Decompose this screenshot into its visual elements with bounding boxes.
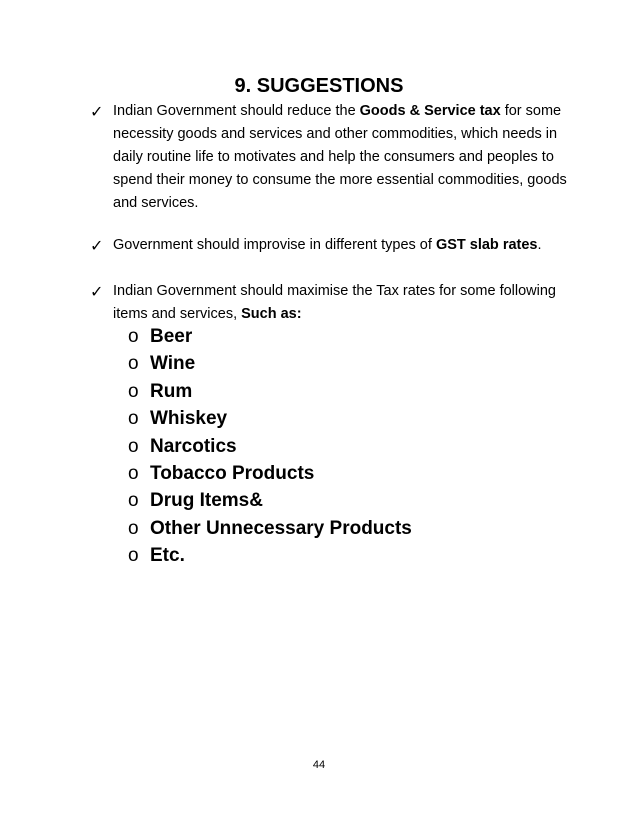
suggestion-item-2	[90, 234, 570, 257]
list-item: o Drug Items&	[128, 487, 412, 514]
page-number: 44	[312, 759, 326, 771]
checkmark-icon: ✓	[90, 102, 104, 121]
list-item: o Beer	[128, 323, 412, 350]
suggestion-item-3	[90, 280, 570, 326]
suggestion-item-1	[90, 100, 570, 215]
page-title: 9. SUGGESTIONS	[234, 75, 404, 97]
list-item: o Wine	[128, 350, 412, 377]
suggestion-text: Indian Government should maximise the Tax rates for some following items and services, Such as:	[113, 283, 557, 322]
list-item: o Tobacco Products	[128, 460, 412, 487]
circle-bullet-icon: o	[128, 517, 139, 539]
list-item: o Whiskey	[128, 405, 412, 432]
circle-bullet-icon: o	[128, 462, 139, 484]
checkmark-icon: ✓	[90, 282, 104, 301]
list-item: o Etc.	[128, 542, 412, 569]
circle-bullet-icon: o	[128, 353, 139, 375]
taxable-items-list	[128, 323, 412, 570]
circle-bullet-icon: o	[128, 435, 139, 457]
list-item: o Other Unnecessary Products	[128, 515, 412, 542]
circle-bullet-icon: o	[128, 545, 139, 567]
suggestion-text: Government should improvise in different types of GST slab rates.	[113, 237, 542, 253]
circle-bullet-icon: o	[128, 326, 139, 347]
circle-bullet-icon: o	[128, 408, 139, 430]
circle-bullet-icon: o	[128, 380, 139, 402]
list-item: o Narcotics	[128, 433, 412, 460]
checkmark-icon: ✓	[90, 236, 104, 255]
list-item: o Rum	[128, 378, 412, 405]
circle-bullet-icon: o	[128, 490, 139, 512]
suggestion-text: Indian Government should reduce the Goods & Service tax for some necessity goods and services and other commodities, which needs in daily routine life to motivates and help the consumers and peoples to spend their money to consume the more essential commodities, goods and services.	[113, 103, 567, 211]
